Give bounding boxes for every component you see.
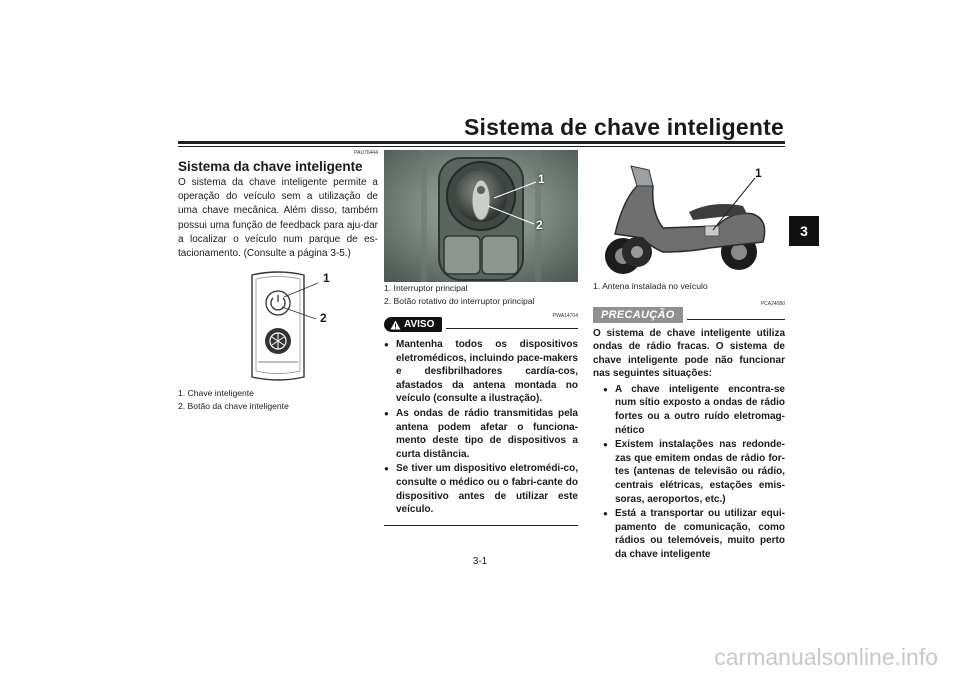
caution-item: ● A chave inteligente encontra-se num sítio exposto a ondas de rádio fortes ou a outro ruído eletromag-nético [603, 383, 785, 437]
caption-item: 1. Antena instalada no veículo [593, 281, 708, 291]
caption-item: 2. Botão rotativo do interruptor principal [384, 295, 535, 306]
section-title: Sistema da chave inteligente [178, 159, 363, 174]
figure-caption [593, 280, 785, 293]
doc-code: PAU76444 [354, 150, 378, 156]
caption-item: 2. Botão da chave inteligente [178, 400, 289, 411]
middle-column [384, 150, 578, 526]
caution-code: PCA24080 [760, 300, 785, 307]
caption-item: 1. Chave inteligente [178, 388, 254, 399]
main-switch-figure [384, 150, 578, 282]
warning-item: ● Se tiver um dispositivo eletromédi-co, consulte o médico ou o fabri-cante do dispositivo antes de utilizar este veículo. [384, 462, 578, 516]
caution-badge: PRECAUÇÃO [593, 307, 683, 323]
warning-item: ● Mantenha todos os dispositivos eletromédicos, incluindo pace-makers e desfibrilhadores cardía-cos, afastados da antena montada no veículo (consulte a ilustração). [384, 338, 578, 406]
caption-item: 1. Interruptor principal [384, 283, 468, 293]
warning-rule [446, 328, 578, 329]
chapter-tab: 3 [789, 216, 819, 246]
caution-header [593, 307, 785, 323]
figure-caption [384, 282, 578, 307]
callout-2: 2 [320, 311, 327, 326]
callout-1: 1 [755, 166, 762, 180]
figure-caption [178, 387, 378, 412]
main-switch-photo [384, 150, 578, 282]
caution-item: ● Está a transportar ou utilizar equi-pamento de comunicação, como rádios ou telemóveis, muito perto da chave inteligente [603, 507, 785, 561]
caution-list [593, 383, 785, 562]
smart-key-figure [178, 267, 378, 385]
caution-item: ● Existem instalações nas redonde-zas que emitem ondas de rádio for-tes (antenas de televisão ou rádio, centrais elétricas, estações emis-soras, aeroportos, etc.) [603, 438, 785, 506]
caution-rule [687, 319, 785, 320]
warning-end-rule [384, 525, 578, 526]
warning-header [384, 317, 578, 332]
callout-1: 1 [323, 271, 330, 286]
page-number: 3-1 [472, 556, 488, 567]
warning-triangle-icon [390, 320, 401, 330]
vehicle-antenna-figure [593, 156, 785, 280]
warning-code: PWA14704 [552, 313, 578, 319]
header-rule [178, 141, 785, 144]
left-column [178, 150, 378, 412]
callout-1: 1 [538, 172, 545, 186]
warning-item: ● As ondas de rádio transmitidas pela antena podem afetar o funciona-mento deste tipo de dispositivos a curta distância. [384, 407, 578, 461]
page-title: Sistema de chave inteligente [463, 114, 784, 140]
caution-intro: O sistema de chave inteligente utiliza ondas de rádio fracas. O sistema de chave inteligente pode não funcionar nas seguintes situações: [593, 327, 785, 380]
warning-label: AVISO [404, 319, 435, 330]
intro-paragraph: O sistema da chave inteligente permite a operação do veículo sem a utilização de uma chave mecânica. Além disso, também possui uma função de feedback para aju-dar a localizar o veículo num parque de es-tacionamento. (Consulte a página 3-5.) [178, 177, 378, 260]
header-rule-thin [178, 146, 785, 147]
watermark: carmanualsonline.info [714, 644, 938, 670]
warning-list [384, 338, 578, 517]
callout-2: 2 [536, 218, 543, 232]
smart-key-illustration [178, 267, 378, 385]
right-column [593, 156, 785, 563]
warning-badge [384, 317, 442, 332]
